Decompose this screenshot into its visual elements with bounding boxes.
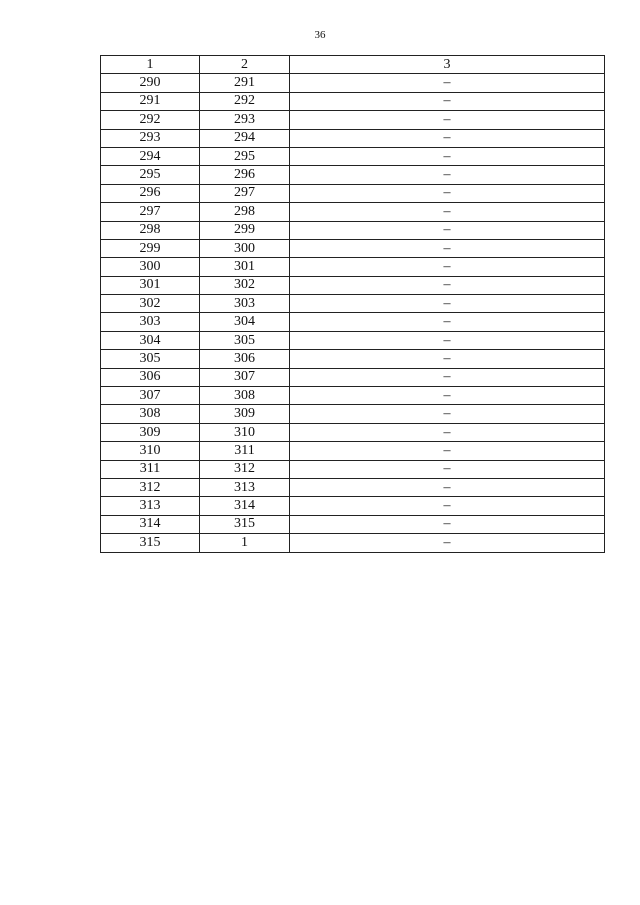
table-cell-column-2: 312: [200, 460, 290, 478]
table-cell-column-3: –: [290, 258, 605, 276]
table-cell-column-2: 306: [200, 350, 290, 368]
table-cell-column-2: 305: [200, 331, 290, 349]
header-column-1: 1: [101, 56, 200, 74]
table-cell-column-1: 292: [101, 111, 200, 129]
table-cell-column-1: 300: [101, 258, 200, 276]
table-cell-column-1: 314: [101, 515, 200, 533]
table-row: [101, 92, 605, 110]
table-cell-column-1: 303: [101, 313, 200, 331]
table-cell-column-1: 301: [101, 276, 200, 294]
table-row: [101, 203, 605, 221]
table-cell-column-3: –: [290, 92, 605, 110]
table-cell-column-2: 295: [200, 147, 290, 165]
table-cell-column-2: 298: [200, 203, 290, 221]
table-cell-column-3: –: [290, 166, 605, 184]
table-row: [101, 111, 605, 129]
table-cell-column-1: 296: [101, 184, 200, 202]
table-row: [101, 350, 605, 368]
table-cell-column-1: 309: [101, 423, 200, 441]
table-cell-column-2: 293: [200, 111, 290, 129]
table-cell-column-2: 303: [200, 295, 290, 313]
table-row: [101, 147, 605, 165]
table-cell-column-2: 315: [200, 515, 290, 533]
table-cell-column-2: 291: [200, 74, 290, 92]
table-cell-column-3: –: [290, 203, 605, 221]
table-cell-column-3: –: [290, 331, 605, 349]
table-cell-column-1: 304: [101, 331, 200, 349]
table-row: [101, 442, 605, 460]
table-cell-column-2: 313: [200, 478, 290, 496]
table-row: [101, 221, 605, 239]
table-row: [101, 331, 605, 349]
table-cell-column-2: 292: [200, 92, 290, 110]
table-cell-column-3: –: [290, 423, 605, 441]
table-cell-column-2: 308: [200, 387, 290, 405]
table-cell-column-3: –: [290, 129, 605, 147]
table-cell-column-1: 291: [101, 92, 200, 110]
table-cell-column-1: 311: [101, 460, 200, 478]
table-cell-column-2: 310: [200, 423, 290, 441]
table-cell-column-3: –: [290, 497, 605, 515]
table-cell-column-3: –: [290, 239, 605, 257]
table-row: [101, 497, 605, 515]
table-cell-column-1: 293: [101, 129, 200, 147]
table-cell-column-1: 295: [101, 166, 200, 184]
table-cell-column-3: –: [290, 515, 605, 533]
table-cell-column-1: 307: [101, 387, 200, 405]
table-cell-column-2: 300: [200, 239, 290, 257]
table-cell-column-1: 298: [101, 221, 200, 239]
table-cell-column-3: –: [290, 534, 605, 552]
table-cell-column-3: –: [290, 387, 605, 405]
table-cell-column-1: 302: [101, 295, 200, 313]
header-column-3: 3: [290, 56, 605, 74]
table-row: [101, 423, 605, 441]
table-cell-column-2: 299: [200, 221, 290, 239]
table-cell-column-1: 315: [101, 534, 200, 552]
table-row: [101, 184, 605, 202]
header-row: [101, 56, 605, 74]
table-row: [101, 166, 605, 184]
table-cell-column-1: 290: [101, 74, 200, 92]
table-cell-column-3: –: [290, 147, 605, 165]
table-row: [101, 313, 605, 331]
table-row: [101, 515, 605, 533]
table-row: [101, 534, 605, 552]
table-cell-column-3: –: [290, 221, 605, 239]
table-cell-column-2: 1: [200, 534, 290, 552]
table-cell-column-2: 304: [200, 313, 290, 331]
table-cell-column-2: 314: [200, 497, 290, 515]
table-cell-column-2: 311: [200, 442, 290, 460]
table-cell-column-2: 302: [200, 276, 290, 294]
table-cell-column-3: –: [290, 184, 605, 202]
table-cell-column-3: –: [290, 478, 605, 496]
table-cell-column-2: 297: [200, 184, 290, 202]
table-row: [101, 295, 605, 313]
table-cell-column-1: 308: [101, 405, 200, 423]
table-cell-column-3: –: [290, 313, 605, 331]
table-cell-column-3: –: [290, 276, 605, 294]
table-cell-column-3: –: [290, 368, 605, 386]
table-cell-column-3: –: [290, 350, 605, 368]
table-cell-column-1: 297: [101, 203, 200, 221]
table-row: [101, 129, 605, 147]
table-cell-column-3: –: [290, 74, 605, 92]
table-row: [101, 368, 605, 386]
table-row: [101, 239, 605, 257]
page-number: 36: [314, 29, 326, 41]
table-header: [101, 56, 605, 74]
header-column-2: 2: [200, 56, 290, 74]
table-row: [101, 405, 605, 423]
table-cell-column-1: 313: [101, 497, 200, 515]
table-row: [101, 74, 605, 92]
table-cell-column-3: –: [290, 111, 605, 129]
table-row: [101, 460, 605, 478]
table-body: [101, 74, 605, 552]
table-cell-column-1: 299: [101, 239, 200, 257]
table-row: [101, 258, 605, 276]
table-cell-column-1: 310: [101, 442, 200, 460]
table-cell-column-2: 296: [200, 166, 290, 184]
table-cell-column-3: –: [290, 460, 605, 478]
table-cell-column-1: 294: [101, 147, 200, 165]
table-cell-column-1: 312: [101, 478, 200, 496]
table-cell-column-3: –: [290, 295, 605, 313]
table-cell-column-2: 307: [200, 368, 290, 386]
table-row: [101, 478, 605, 496]
table-row: [101, 276, 605, 294]
table-cell-column-2: 301: [200, 258, 290, 276]
table-cell-column-2: 294: [200, 129, 290, 147]
table-cell-column-3: –: [290, 442, 605, 460]
table-row: [101, 387, 605, 405]
table-cell-column-3: –: [290, 405, 605, 423]
table-cell-column-1: 306: [101, 368, 200, 386]
table-cell-column-1: 305: [101, 350, 200, 368]
data-table: [100, 55, 605, 553]
table-cell-column-2: 309: [200, 405, 290, 423]
